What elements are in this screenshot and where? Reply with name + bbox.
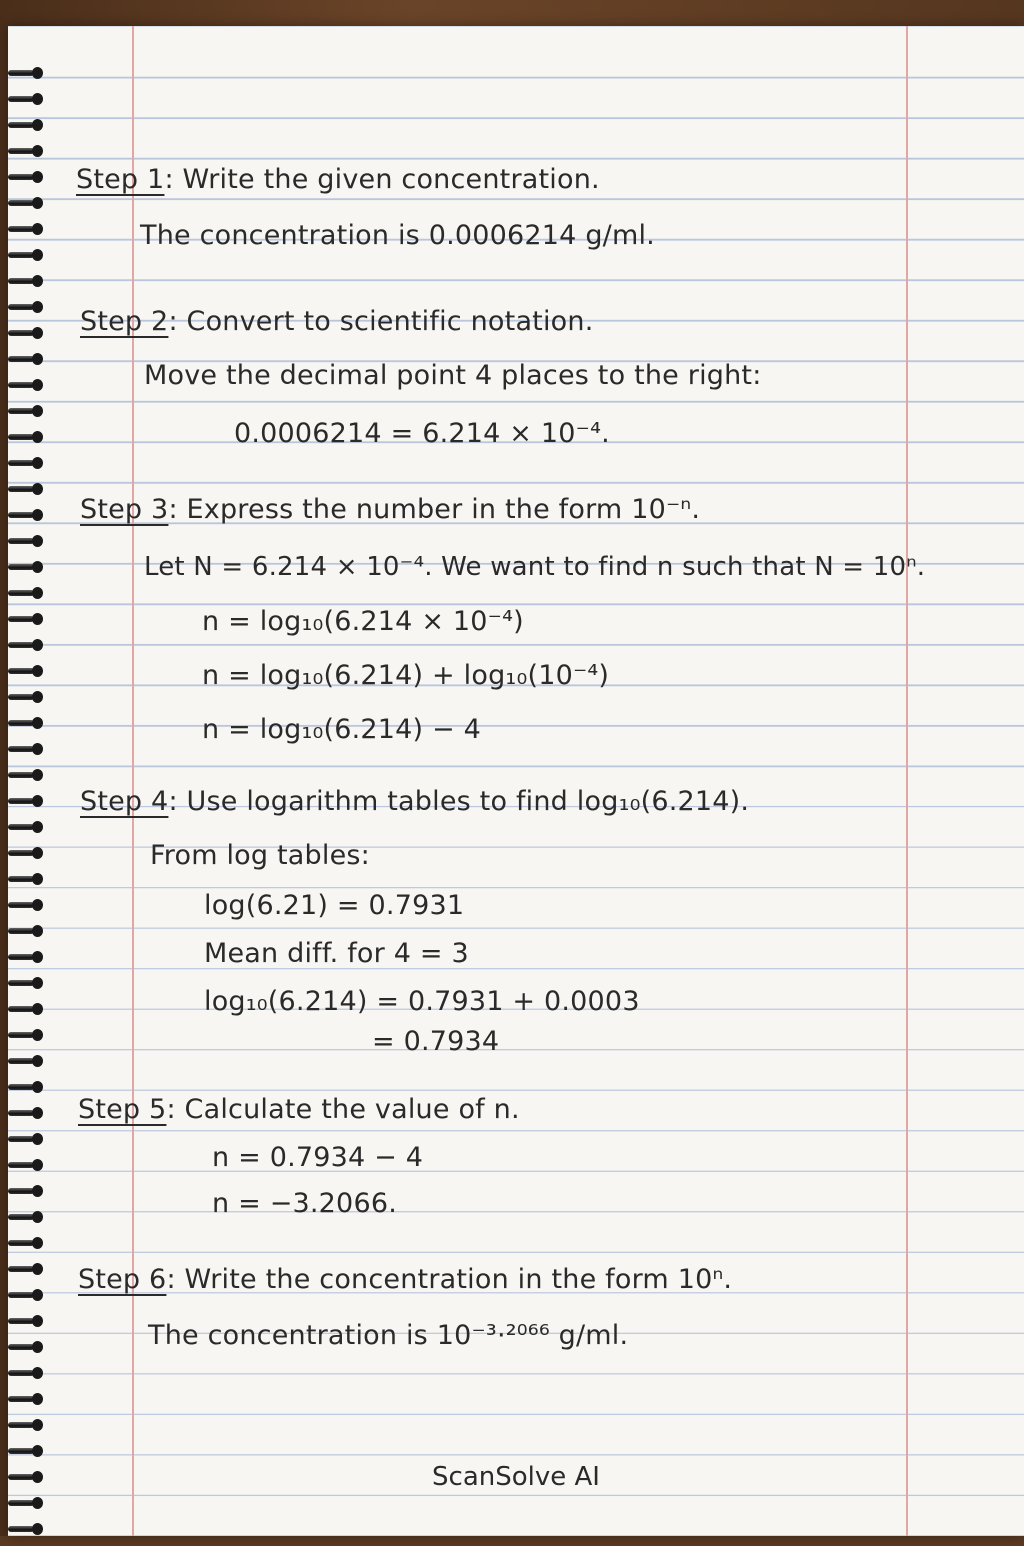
spiral-coil — [8, 456, 42, 470]
spiral-coil — [8, 404, 42, 418]
spiral-coil — [8, 872, 42, 886]
step-5-label: Step 5 — [78, 1094, 167, 1125]
step-4-label: Step 4 — [80, 786, 169, 817]
step-1-line-1: The concentration is 0.0006214 g/ml. — [140, 220, 655, 251]
spiral-coil — [8, 768, 42, 782]
spiral-coil — [8, 1028, 42, 1042]
step-2-label: Step 2 — [80, 306, 169, 337]
spiral-coil — [8, 326, 42, 340]
spiral-coil — [8, 196, 42, 210]
step-4-heading: Step 4: Use logarithm tables to find log₁₀(6.214). — [80, 786, 750, 817]
spiral-coil — [8, 586, 42, 600]
spiral-coil — [8, 976, 42, 990]
spiral-coil — [8, 300, 42, 314]
spiral-coil — [8, 1418, 42, 1432]
spiral-coil — [8, 690, 42, 704]
spiral-coil — [8, 1132, 42, 1146]
spiral-coil — [8, 1236, 42, 1250]
spiral-coil — [8, 950, 42, 964]
spiral-coil — [8, 1106, 42, 1120]
spiral-coil — [8, 248, 42, 262]
step-5-line-2: n = −3.2066. — [212, 1188, 397, 1219]
left-margin-line — [132, 26, 134, 1536]
spiral-coil — [8, 924, 42, 938]
spiral-coil — [8, 898, 42, 912]
spiral-coil — [8, 1184, 42, 1198]
right-margin-line — [906, 26, 908, 1536]
spiral-coil — [8, 1054, 42, 1068]
step-1-heading: Step 1: Write the given concentration. — [76, 164, 600, 195]
spiral-coil — [8, 1496, 42, 1510]
spiral-coil — [8, 1340, 42, 1354]
step-4-line-3: Mean diff. for 4 = 3 — [204, 938, 469, 969]
spiral-coil — [8, 66, 42, 80]
spiral-coil — [8, 1262, 42, 1276]
spiral-coil — [8, 820, 42, 834]
spiral-coil — [8, 846, 42, 860]
step-3-heading: Step 3: Express the number in the form 10⁻ⁿ. — [80, 494, 701, 525]
spiral-coil — [8, 378, 42, 392]
spiral-coil — [8, 1288, 42, 1302]
spiral-coil — [8, 482, 42, 496]
spiral-coil — [8, 118, 42, 132]
spiral-coil — [8, 508, 42, 522]
spiral-coil — [8, 534, 42, 548]
step-4-line-4: log₁₀(6.214) = 0.7931 + 0.0003 — [204, 986, 640, 1017]
spiral-coil — [8, 560, 42, 574]
spiral-coil — [8, 1522, 42, 1536]
spiral-coil — [8, 1366, 42, 1380]
step-2-heading: Step 2: Convert to scientific notation. — [80, 306, 594, 337]
spiral-coil — [8, 1392, 42, 1406]
step-1-label: Step 1 — [76, 164, 165, 195]
spiral-coil — [8, 664, 42, 678]
spiral-coil — [8, 92, 42, 106]
step-6-line-1: The concentration is 10⁻³·²⁰⁶⁶ g/ml. — [148, 1320, 629, 1351]
step-2-line-1: Move the decimal point 4 places to the right: — [144, 360, 762, 391]
spiral-coil — [8, 352, 42, 366]
step-3-line-2: n = log₁₀(6.214 × 10⁻⁴) — [202, 606, 524, 637]
step-5-title: Calculate the value of n. — [184, 1094, 520, 1125]
step-3-label: Step 3 — [80, 494, 169, 525]
spiral-coil — [8, 1158, 42, 1172]
step-6-title: Write the concentration in the form 10ⁿ. — [184, 1264, 733, 1295]
spiral-coil — [8, 638, 42, 652]
spiral-binding — [8, 66, 48, 1546]
step-2-title: Convert to scientific notation. — [186, 306, 594, 337]
spiral-coil — [8, 222, 42, 236]
step-3-line-1: Let N = 6.214 × 10⁻⁴. We want to find n such that N = 10ⁿ. — [144, 552, 926, 582]
spiral-coil — [8, 742, 42, 756]
step-5-line-1: n = 0.7934 − 4 — [212, 1142, 424, 1173]
step-4-line-2: log(6.21) = 0.7931 — [204, 890, 465, 921]
spiral-coil — [8, 170, 42, 184]
step-4-line-5: = 0.7934 — [372, 1026, 500, 1057]
spiral-coil — [8, 1080, 42, 1094]
step-6-label: Step 6 — [78, 1264, 167, 1295]
step-5-heading: Step 5: Calculate the value of n. — [78, 1094, 520, 1125]
step-3-title: Express the number in the form 10⁻ⁿ. — [186, 494, 701, 525]
footer-brand: ScanSolve AI — [432, 1462, 600, 1492]
step-2-line-2: 0.0006214 = 6.214 × 10⁻⁴. — [234, 418, 610, 449]
spiral-coil — [8, 274, 42, 288]
spiral-coil — [8, 716, 42, 730]
spiral-coil — [8, 144, 42, 158]
step-1-title: Write the given concentration. — [182, 164, 600, 195]
spiral-coil — [8, 1002, 42, 1016]
spiral-coil — [8, 794, 42, 808]
step-4-line-1: From log tables: — [150, 840, 370, 871]
spiral-coil — [8, 1210, 42, 1224]
notebook-page — [8, 26, 1024, 1536]
step-6-heading: Step 6: Write the concentration in the form 10ⁿ. — [78, 1264, 733, 1295]
spiral-coil — [8, 612, 42, 626]
step-4-title: Use logarithm tables to find log₁₀(6.214). — [186, 786, 750, 817]
step-3-line-4: n = log₁₀(6.214) − 4 — [202, 714, 482, 745]
spiral-coil — [8, 1314, 42, 1328]
spiral-coil — [8, 430, 42, 444]
step-3-line-3: n = log₁₀(6.214) + log₁₀(10⁻⁴) — [202, 660, 610, 691]
spiral-coil — [8, 1444, 42, 1458]
